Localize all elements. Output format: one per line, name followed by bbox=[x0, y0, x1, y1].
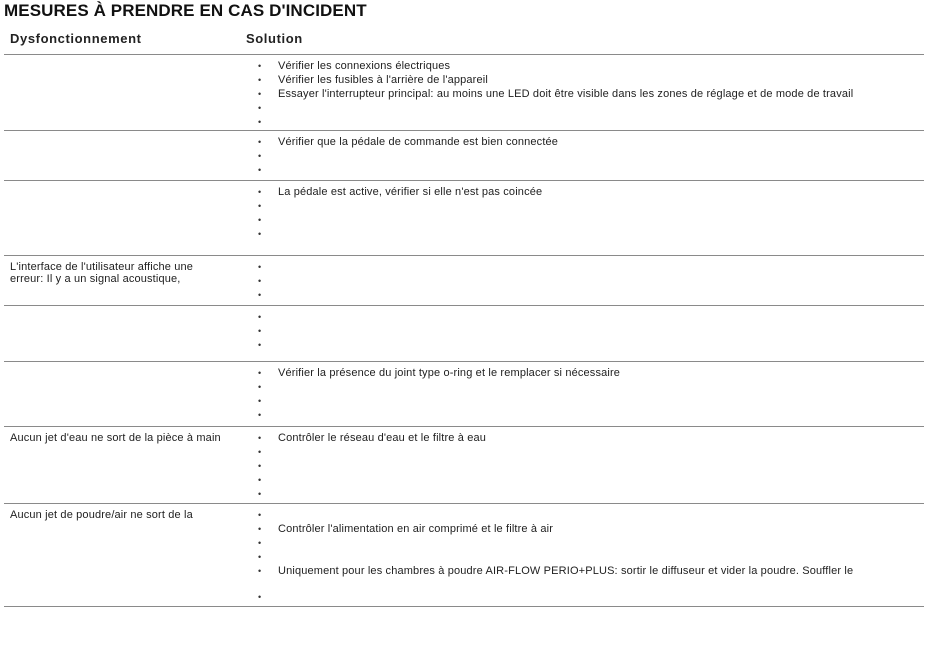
solution-text: Contrôler l'alimentation en air comprimé et le filtre à air bbox=[278, 523, 554, 535]
bullet-icon: • bbox=[258, 187, 262, 197]
bullet-icon: • bbox=[258, 489, 262, 499]
bullet-icon: • bbox=[258, 396, 262, 406]
header-solution: Solution bbox=[246, 31, 303, 46]
bullet-icon: • bbox=[258, 151, 262, 161]
table-row bbox=[4, 503, 924, 607]
table-row bbox=[4, 361, 924, 426]
problem-cell bbox=[10, 432, 240, 444]
bullet-icon: • bbox=[258, 276, 262, 286]
bullet-icon: • bbox=[258, 89, 262, 99]
bullet-icon: • bbox=[258, 382, 262, 392]
table-row bbox=[4, 426, 924, 503]
table-row bbox=[4, 180, 924, 255]
bullet-icon: • bbox=[258, 433, 262, 443]
bullet-icon: • bbox=[258, 566, 262, 576]
bullet-icon: • bbox=[258, 552, 262, 562]
bullet-icon: • bbox=[258, 137, 262, 147]
bullet-icon: • bbox=[258, 475, 262, 485]
bullet-icon: • bbox=[258, 165, 262, 175]
bullet-icon: • bbox=[258, 524, 262, 534]
table-row bbox=[4, 255, 924, 305]
solution-text: Essayer l'interrupteur principal: au moins une LED doit être visible dans les zones de réglage et de mode de travail bbox=[278, 88, 854, 100]
table-row bbox=[4, 305, 924, 361]
solution-text: Vérifier que la pédale de commande est bien connectée bbox=[278, 136, 559, 148]
bullet-icon: • bbox=[258, 215, 262, 225]
table-row bbox=[4, 54, 924, 130]
problem-text: Aucun jet d'eau ne sort de la pièce à main bbox=[10, 432, 221, 444]
page-title: MESURES À PRENDRE EN CAS D'INCIDENT bbox=[4, 1, 367, 20]
problem-text: erreur: Il y a un signal acoustique, bbox=[10, 273, 181, 285]
bullet-icon: • bbox=[258, 61, 262, 71]
table-row bbox=[4, 130, 924, 180]
solution-text: Vérifier la présence du joint type o-ring et le remplacer si nécessaire bbox=[278, 367, 621, 379]
solution-text: Vérifier les fusibles à l'arrière de l'appareil bbox=[278, 74, 488, 86]
header-problem: Dysfonctionnement bbox=[10, 31, 142, 46]
bullet-icon: • bbox=[258, 117, 262, 127]
bullet-icon: • bbox=[258, 538, 262, 548]
bullet-icon: • bbox=[258, 290, 262, 300]
problem-cell bbox=[10, 261, 240, 285]
solution-text: Uniquement pour les chambres à poudre AIR-FLOW PERIO+PLUS: sortir le diffuseur et vider la poudre. Souffler le bbox=[278, 565, 854, 577]
solution-text: Vérifier les connexions électriques bbox=[278, 60, 451, 72]
bullet-icon: • bbox=[258, 312, 262, 322]
problem-text: Aucun jet de poudre/air ne sort de la bbox=[10, 509, 193, 521]
solution-text: Contrôler le réseau d'eau et le filtre à eau bbox=[278, 432, 487, 444]
solution-text: La pédale est active, vérifier si elle n'est pas coincée bbox=[278, 186, 543, 198]
problem-text: L'interface de l'utilisateur affiche une bbox=[10, 261, 194, 273]
bullet-icon: • bbox=[258, 410, 262, 420]
bullet-icon: • bbox=[258, 510, 262, 520]
bullet-icon: • bbox=[258, 262, 262, 272]
problem-cell bbox=[10, 509, 240, 521]
bullet-icon: • bbox=[258, 103, 262, 113]
table-body bbox=[4, 54, 924, 607]
bullet-icon: • bbox=[258, 592, 262, 602]
table-header bbox=[4, 29, 924, 54]
bullet-icon: • bbox=[258, 447, 262, 457]
bullet-icon: • bbox=[258, 229, 262, 239]
bullet-icon: • bbox=[258, 461, 262, 471]
bullet-icon: • bbox=[258, 326, 262, 336]
bullet-icon: • bbox=[258, 201, 262, 211]
bullet-icon: • bbox=[258, 75, 262, 85]
bullet-icon: • bbox=[258, 368, 262, 378]
incident-table bbox=[4, 29, 924, 607]
bullet-icon: • bbox=[258, 340, 262, 350]
